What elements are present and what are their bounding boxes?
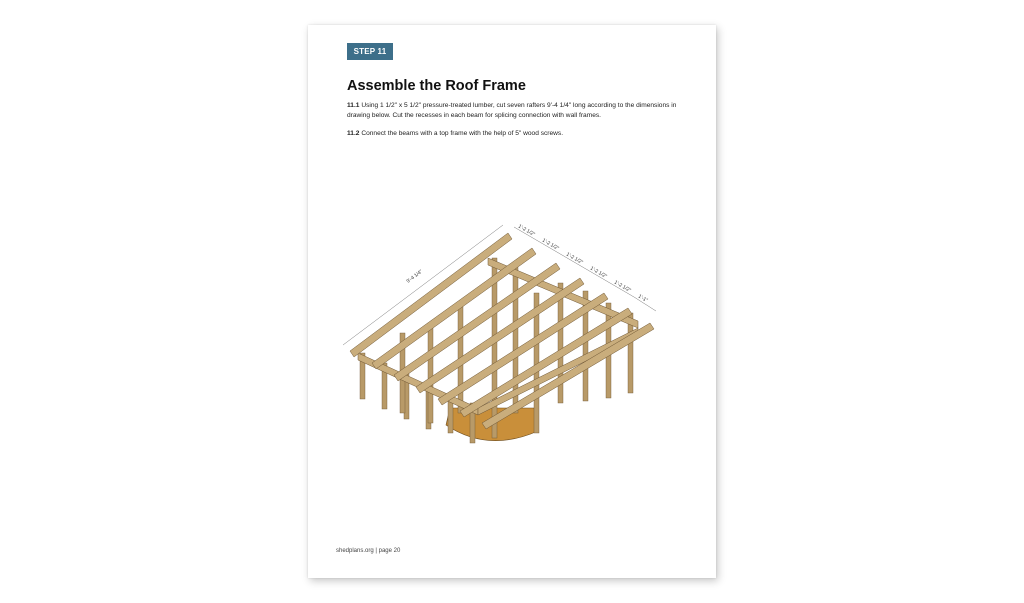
- svg-text:1'-2 1/2": 1'-2 1/2": [517, 223, 536, 238]
- step-text: Connect the beams with a top frame with the help of 5" wood screws.: [361, 130, 564, 137]
- rafter-length-label: 9'-4 1/4": [405, 268, 424, 285]
- document-page: [308, 25, 716, 578]
- svg-text:1'-2 1/2": 1'-2 1/2": [613, 279, 632, 294]
- step-number: 11.2: [347, 130, 360, 137]
- svg-text:1'-2 1/2": 1'-2 1/2": [565, 251, 584, 266]
- footer-page-number: page 20: [378, 548, 401, 554]
- step-number: 11.1: [347, 102, 360, 109]
- svg-text:1'-1": 1'-1": [637, 293, 649, 304]
- page-footer: [336, 548, 400, 554]
- page-title: Assemble the Roof Frame: [347, 78, 526, 94]
- step-11-1: [347, 101, 692, 120]
- step-11-2: [347, 129, 692, 139]
- svg-text:1'-2 1/2": 1'-2 1/2": [589, 265, 608, 280]
- roof-frame-drawing: [338, 203, 678, 453]
- footer-site: shedplans.org: [336, 548, 374, 554]
- step-badge: STEP 11: [347, 43, 393, 60]
- svg-text:1'-2 1/2": 1'-2 1/2": [541, 237, 560, 252]
- footer-separator: |: [375, 548, 377, 554]
- step-text: Using 1 1/2" x 5 1/2" pressure-treated lumber, cut seven rafters 9'-4 1/4" long according to the dimensions in drawing below. Cut the recesses in each beam for splicing connection with wall frames.: [347, 102, 677, 119]
